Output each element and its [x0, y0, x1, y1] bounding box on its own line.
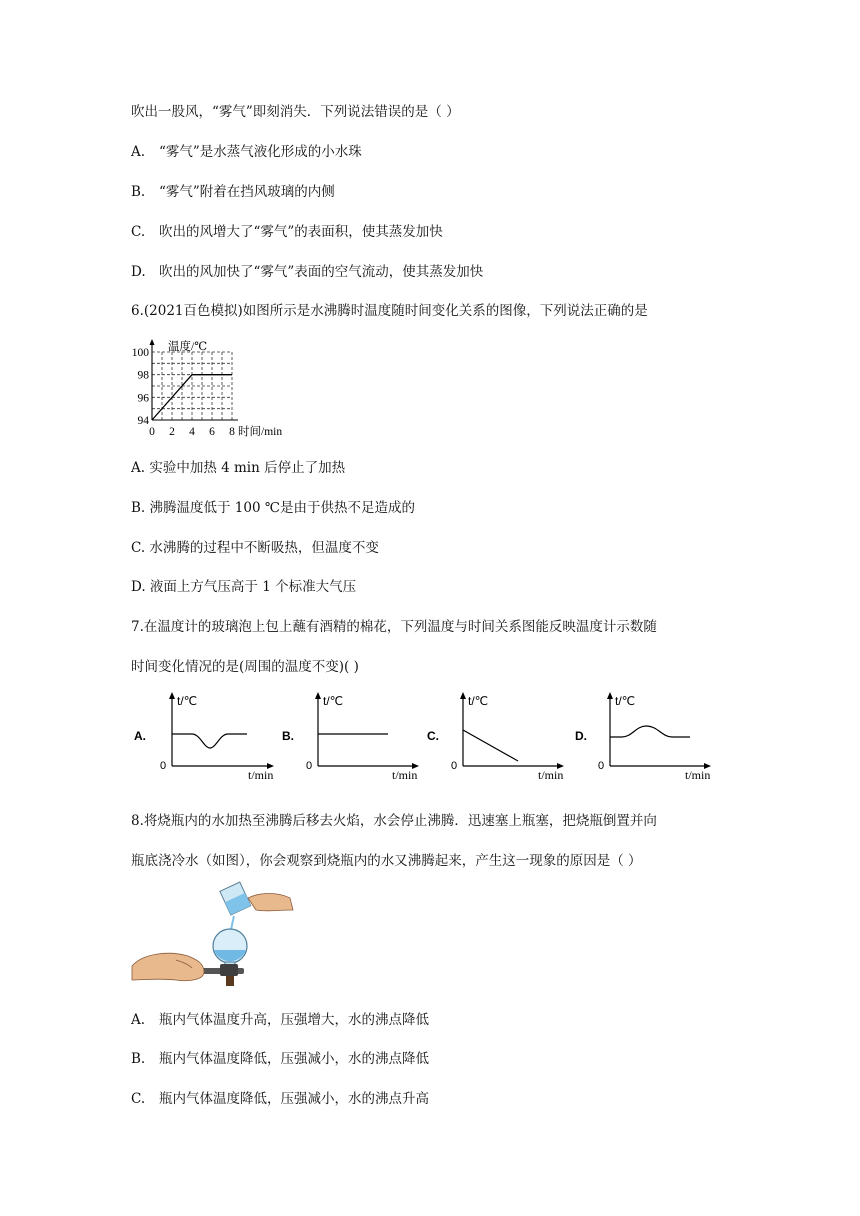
graph-d-ylabel: t/℃: [615, 694, 636, 708]
graph-b-origin: 0: [306, 760, 313, 772]
q8-stem-line2: 瓶底浇冷水（如图），你会观察到烧瓶内的水又沸腾起来，产生这一现象的原因是（ ）: [131, 853, 642, 869]
q5-option-d: D. 吹出的风加快了“雾气”表面的空气流动，使其蒸发加快: [131, 264, 484, 280]
q6-stem: 6.(2021百色模拟)如图所示是水沸腾时温度随时间变化关系的图像，下列说法正确的是: [131, 303, 648, 319]
x-tick-label: 6: [209, 426, 215, 438]
graph-a-origin: 0: [160, 760, 167, 772]
y-tick-label: 98: [137, 369, 149, 382]
graph-c-origin: 0: [451, 760, 458, 772]
q5-stem: 吹出一股风，“雾气”即刻消失．下列说法错误的是（ ）: [131, 104, 460, 120]
graph-d-letter: D.: [575, 729, 587, 743]
y-axis-arrow: [150, 339, 155, 345]
q7-stem-line1: 7.在温度计的玻璃泡上包上蘸有酒精的棉花，下列温度与时间关系图能反映温度计示数随: [131, 619, 657, 635]
graph-c-xlabel: t/min: [538, 768, 564, 782]
q6-option-a: A. 实验中加热 4 min 后停止了加热: [131, 460, 346, 476]
graph-c-letter: C.: [427, 729, 439, 743]
flask-experiment-illustration: [128, 880, 298, 992]
x-tick-label: 8: [229, 426, 235, 438]
chart-ylabel: 温度/℃: [168, 341, 208, 353]
q7-graph-d: [575, 692, 711, 782]
x-tick-label: 4: [189, 426, 195, 438]
graph-a-ylabel: t/℃: [177, 694, 198, 708]
graph-a-letter: A.: [134, 729, 146, 743]
q5-option-b: B. “雾气”附着在挡风玻璃的内侧: [131, 184, 335, 200]
y-tick-label: 100: [131, 347, 149, 359]
x-tick-label: 0: [149, 426, 155, 438]
q6-option-d: D. 液面上方气压高于 1 个标准大气压: [131, 579, 357, 595]
q6-option-c: C. 水沸腾的过程中不断吸热，但温度不变: [131, 540, 379, 556]
q7-graph-c: [427, 692, 564, 782]
y-tick-label: 96: [137, 392, 149, 405]
chart-grid: [152, 352, 232, 420]
q8-stem-line1: 8.将烧瓶内的水加热至沸腾后移去火焰，水会停止沸腾．迅速塞上瓶塞，把烧瓶倒置并向: [131, 813, 657, 829]
chart-xlabel: 时间/min: [238, 426, 283, 438]
q5-option-c: C. 吹出的风增大了“雾气”的表面积，使其蒸发加快: [131, 224, 443, 240]
q7-graph-b: [282, 692, 419, 782]
chart-tick-labels: [132, 347, 235, 438]
q7-graphs: [130, 688, 730, 784]
graph-b-letter: B.: [282, 729, 294, 743]
q5-option-a: A. “雾气”是水蒸气液化形成的小水珠: [131, 144, 362, 160]
graph-d-xlabel: t/min: [685, 768, 711, 782]
graph-d-origin: 0: [598, 760, 605, 772]
x-tick-label: 2: [169, 426, 175, 438]
graph-b-xlabel: t/min: [392, 768, 418, 782]
q7-graph-a: [134, 692, 274, 782]
y-tick-label: 94: [137, 415, 149, 427]
q8-option-b: B. 瓶内气体温度降低，压强减小，水的沸点降低: [131, 1051, 429, 1067]
q8-option-a: A. 瓶内气体温度升高，压强增大，水的沸点降低: [131, 1012, 429, 1028]
q8-option-c: C. 瓶内气体温度降低，压强减小，水的沸点升高: [131, 1091, 429, 1107]
q6-boiling-chart: [128, 336, 298, 440]
graph-b-ylabel: t/℃: [323, 694, 344, 708]
graph-a-xlabel: t/min: [248, 768, 274, 782]
q7-stem-line2: 时间变化情况的是(周围的温度不变)( ): [131, 659, 359, 675]
graph-c-ylabel: t/℃: [468, 694, 489, 708]
q6-option-b: B. 沸腾温度低于 100 ℃是由于供热不足造成的: [131, 500, 415, 516]
